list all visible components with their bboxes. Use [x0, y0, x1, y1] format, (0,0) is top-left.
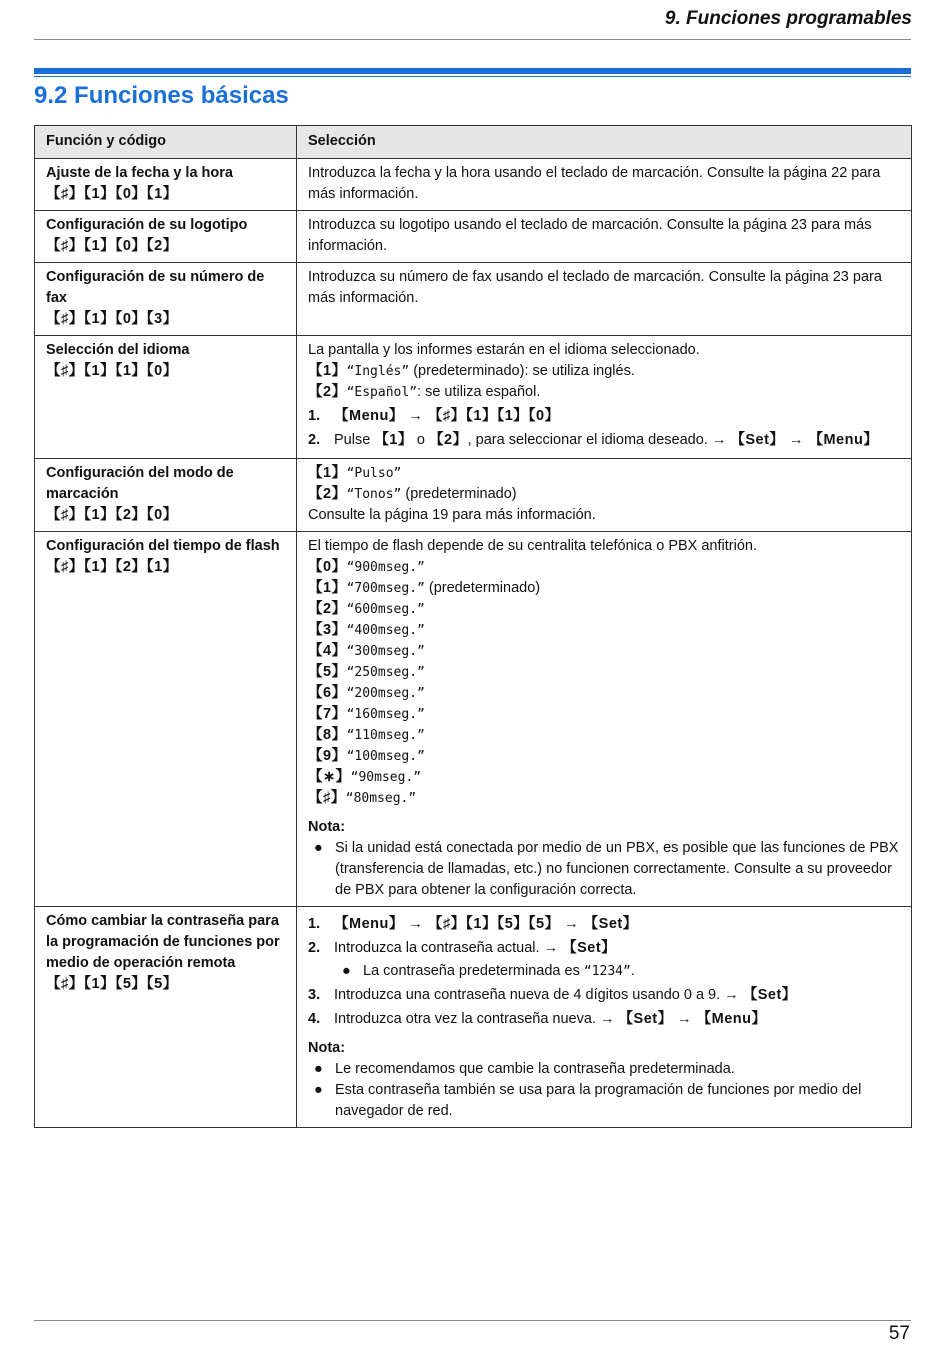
- column-header-function: Función y código: [35, 126, 297, 159]
- step-text: [334, 985, 797, 1006]
- option-value: “Español”: [346, 385, 418, 400]
- page-number: 57: [888, 1323, 910, 1344]
- note-bullet: [308, 1080, 903, 1122]
- option-value: “700mseg.”: [346, 581, 425, 596]
- section-title: 9.2 Funciones básicas: [34, 82, 289, 109]
- step-number: 4.: [308, 1011, 321, 1027]
- table-row: [35, 459, 912, 532]
- sub-text-part: .: [630, 963, 635, 979]
- selection-cell: [297, 336, 912, 459]
- option-line: [308, 725, 903, 746]
- option-key: 【1】: [308, 363, 347, 379]
- step-number: 1.: [308, 916, 321, 932]
- function-name: Configuración del modo de marcación: [46, 465, 234, 502]
- selection-cell: [297, 907, 912, 1128]
- option-desc: : se utiliza español.: [417, 384, 541, 400]
- step-text: 【Menu】 → 【♯】【1】【1】【0】: [334, 408, 560, 424]
- bullet-icon: ●: [314, 840, 323, 856]
- step-number: 3.: [308, 987, 321, 1003]
- note-text: Si la unidad está conectada por medio de un PBX, es posible que las funciones de PBX (transferencia de llamadas, etc.) no funcionen correctamente. Consulte a su proveedor de PBX para obtener la configuración correcta.: [335, 840, 899, 898]
- option-value: “100mseg.”: [346, 749, 425, 764]
- option-desc: (predeterminado): [401, 486, 517, 502]
- step-item: [308, 430, 903, 451]
- step-text: [334, 430, 878, 451]
- option-key: 【5】: [308, 664, 347, 680]
- option-line: [308, 361, 903, 382]
- step-text: [334, 1009, 767, 1030]
- option-key: 【2】: [308, 384, 347, 400]
- function-name: Cómo cambiar la contraseña para la programación de funciones por medio de operación remota: [46, 913, 280, 971]
- option-value: “80mseg.”: [345, 791, 417, 806]
- option-value: “110mseg.”: [346, 728, 425, 743]
- step-key: 【Set】 → 【Menu】: [618, 1011, 767, 1027]
- option-key: 【♯】: [308, 790, 346, 806]
- step-key: 【Set】: [742, 987, 797, 1003]
- selection-intro: El tiempo de flash depende de su centralita telefónica o PBX anfitrión.: [308, 538, 757, 554]
- option-line: [308, 463, 903, 484]
- function-code: 【♯】【1】【2】【0】: [46, 507, 178, 523]
- step-item: [308, 914, 903, 935]
- section-bar: [34, 68, 911, 74]
- option-key: 【1】: [308, 465, 347, 481]
- note-text: Esta contraseña también se usa para la programación de funciones por medio del navegador de red.: [335, 1082, 862, 1119]
- function-code: 【♯】【1】【5】【5】: [46, 976, 178, 992]
- step-item: [308, 406, 903, 427]
- note-label: Nota:: [308, 1040, 346, 1056]
- selection-cell: [297, 532, 912, 907]
- option-key: 【4】: [308, 643, 347, 659]
- bullet-icon: ●: [314, 1061, 323, 1077]
- step-key: 【1】: [374, 432, 413, 448]
- step-text-part: , para seleccionar el idioma deseado. →: [467, 432, 731, 448]
- step-number: 1.: [308, 408, 321, 424]
- selection-text: Introduzca su logotipo usando el teclado de marcación. Consulte la página 23 para más información.: [308, 217, 872, 254]
- note-text: Le recomendamos que cambie la contraseña predeterminada.: [335, 1061, 735, 1077]
- column-header-selection: Selección: [297, 126, 912, 159]
- option-line: [308, 382, 903, 403]
- option-key: 【9】: [308, 748, 347, 764]
- step-item: [308, 938, 903, 959]
- step-text-part: Pulse: [334, 432, 375, 448]
- step-text: 【Menu】 → 【♯】【1】【5】【5】 → 【Set】: [334, 916, 638, 932]
- function-cell: [35, 532, 297, 907]
- function-code: 【♯】【1】【0】【2】: [46, 238, 178, 254]
- selection-text: Introduzca su número de fax usando el teclado de marcación. Consulte la página 23 para más información.: [308, 269, 882, 306]
- option-value: “Pulso”: [346, 466, 402, 481]
- option-value: “300mseg.”: [346, 644, 425, 659]
- step-number: 2.: [308, 432, 321, 448]
- function-name: Ajuste de la fecha y la hora: [46, 165, 233, 181]
- flash-options: [308, 557, 903, 809]
- step-key: 【Set】: [562, 940, 617, 956]
- function-code: 【♯】【1】【1】【0】: [46, 363, 178, 379]
- table-row: [35, 532, 912, 907]
- step-text-part: Introduzca la contraseña actual. →: [334, 940, 563, 956]
- note-bullet: [308, 1059, 903, 1080]
- step-item: [308, 985, 903, 1006]
- default-password: “1234”: [583, 964, 631, 979]
- step-item: [308, 1009, 903, 1030]
- option-key: 【2】: [308, 486, 347, 502]
- selection-text: Consulte la página 19 para más información.: [308, 507, 596, 523]
- option-line: [308, 599, 903, 620]
- selection-text: Introduzca la fecha y la hora usando el teclado de marcación. Consulte la página 22 para más información.: [308, 165, 881, 202]
- option-line: [308, 767, 903, 788]
- option-key: 【3】: [308, 622, 347, 638]
- chapter-title: 9. Funciones programables: [664, 8, 912, 29]
- selection-cell: [297, 159, 912, 211]
- table-header-row: [35, 126, 912, 159]
- step-key: 【2】: [429, 432, 468, 448]
- option-line: [308, 620, 903, 641]
- option-key: 【0】: [308, 559, 347, 575]
- option-line: [308, 788, 903, 809]
- table-row: [35, 211, 912, 263]
- option-line: [308, 683, 903, 704]
- function-code: 【♯】【1】【2】【1】: [46, 559, 178, 575]
- function-name: Selección del idioma: [46, 342, 190, 358]
- option-line: [308, 484, 903, 505]
- table-row: [35, 336, 912, 459]
- selection-intro: La pantalla y los informes estarán en el idioma seleccionado.: [308, 342, 700, 358]
- step-text-part: Introduzca otra vez la contraseña nueva. →: [334, 1011, 619, 1027]
- function-cell: [35, 159, 297, 211]
- table-row: [35, 263, 912, 336]
- note-label: Nota:: [308, 819, 346, 835]
- option-value: “400mseg.”: [346, 623, 425, 638]
- option-line: [308, 704, 903, 725]
- function-cell: [35, 336, 297, 459]
- bullet-icon: ●: [342, 963, 351, 979]
- bullet-icon: ●: [314, 1082, 323, 1098]
- step-text-part: Introduzca una contraseña nueva de 4 dígitos usando 0 a 9. →: [334, 987, 743, 1003]
- function-name: Configuración de su logotipo: [46, 217, 248, 233]
- option-line: [308, 746, 903, 767]
- selection-cell: [297, 263, 912, 336]
- option-value: “200mseg.”: [346, 686, 425, 701]
- option-value: “600mseg.”: [346, 602, 425, 617]
- option-line: [308, 641, 903, 662]
- option-value: “Tonos”: [346, 487, 402, 502]
- function-code: 【♯】【1】【0】【1】: [46, 186, 178, 202]
- sub-text: [363, 961, 635, 982]
- option-value: “250mseg.”: [346, 665, 425, 680]
- selection-cell: [297, 459, 912, 532]
- option-key: 【2】: [308, 601, 347, 617]
- option-desc: (predeterminado): [424, 580, 541, 596]
- option-value: “Inglés”: [346, 364, 410, 379]
- note-bullet: [308, 838, 903, 901]
- function-cell: [35, 459, 297, 532]
- option-key: 【6】: [308, 685, 347, 701]
- footer-divider: [34, 1320, 911, 1321]
- option-line: [308, 578, 903, 599]
- sub-text-part: La contraseña predeterminada es: [363, 963, 584, 979]
- function-cell: [35, 211, 297, 263]
- option-key: 【8】: [308, 727, 347, 743]
- step-sub-bullet: [308, 961, 903, 982]
- section-rule: [34, 76, 911, 77]
- option-line: [308, 557, 903, 578]
- step-text-part: o: [412, 432, 430, 448]
- option-line: [308, 662, 903, 683]
- table-row: [35, 159, 912, 211]
- functions-table: [34, 125, 912, 1128]
- step-text: [334, 938, 616, 959]
- function-code: 【♯】【1】【0】【3】: [46, 311, 178, 327]
- option-key: 【∗】: [308, 769, 351, 785]
- option-value: “160mseg.”: [346, 707, 425, 722]
- function-name: Configuración del tiempo de flash: [46, 538, 280, 554]
- function-cell: [35, 263, 297, 336]
- table-row: [35, 907, 912, 1128]
- function-cell: [35, 907, 297, 1128]
- option-key: 【1】: [308, 580, 347, 596]
- header-divider: [34, 39, 911, 40]
- option-value: “900mseg.”: [346, 560, 425, 575]
- function-name: Configuración de su número de fax: [46, 269, 265, 306]
- step-number: 2.: [308, 940, 321, 956]
- selection-cell: [297, 211, 912, 263]
- step-key: 【Set】 → 【Menu】: [730, 432, 879, 448]
- option-value: “90mseg.”: [350, 770, 422, 785]
- option-desc: (predeterminado): se utiliza inglés.: [409, 363, 635, 379]
- option-key: 【7】: [308, 706, 347, 722]
